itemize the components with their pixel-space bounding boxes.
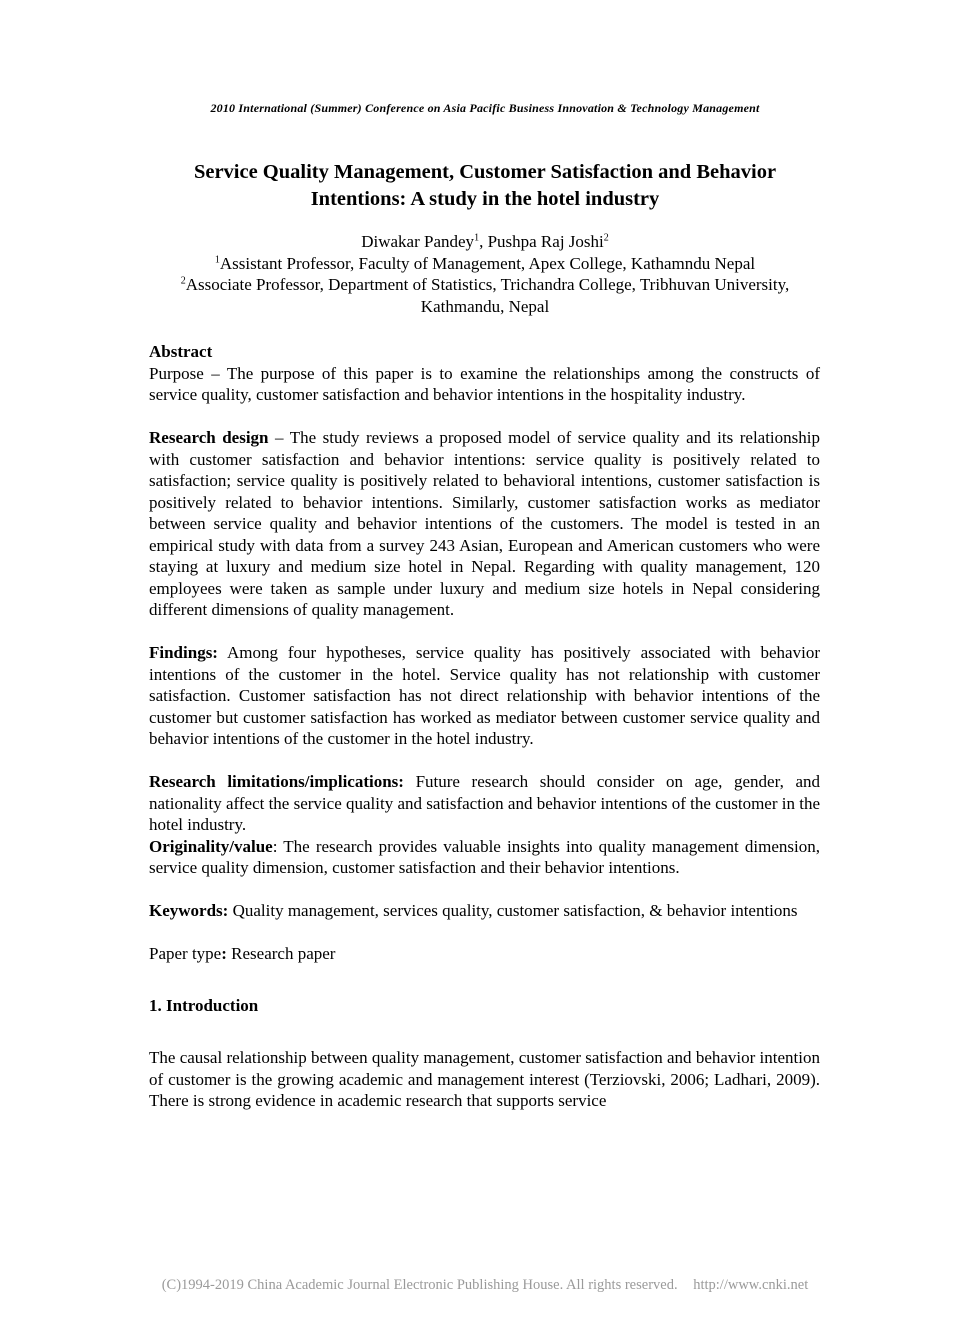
author-2-sup: 2 — [603, 232, 609, 244]
author-line — [110, 231, 860, 253]
section-heading-introduction: 1. Introduction — [149, 996, 259, 1015]
paper-type: Paper type: Research paper — [149, 944, 336, 963]
abstract-purpose: Purpose – The purpose of this paper is to examine the relationships among the constructs of service quality, customer satisfaction and behavior intentions in the hospitality industry. — [149, 363, 820, 404]
paper-title — [120, 159, 850, 213]
affiliation-2: $^2$Associate Professor, Department of Statistics, Trichandra College, Tribhuvan University, — [180, 275, 790, 294]
page-footer — [0, 1277, 970, 1294]
keywords: Keywords: Quality management, services quality, customer satisfaction, & behavior intentions — [149, 901, 798, 920]
affiliation-2-cont: Kathmandu, Nepal — [420, 296, 550, 316]
affiliation-1: $^1$Assistant Professor, Faculty of Management, Apex College, Kathamndu Nepal — [214, 253, 756, 273]
introduction-paragraph: The causal relationship between quality management, customer satisfaction and behavior intention of customer is the growing academic and management interest (Terziovski, 2006; Ladhari, 2009). There is strong evidence in academic research that supports service — [149, 1048, 820, 1110]
author-1-sup: 1 — [474, 232, 480, 244]
abstract-heading: Abstract — [149, 342, 213, 361]
abstract-findings: Findings: Among four hypotheses, service quality has positively associated with behavior intentions of the customer in the hotel. Service quality has not relationship with customer satisfaction. Customer satisfaction has not direct relationship with behavior intentions of the customer but customer satisfaction has worked as mediator between customer service quality and behavior intentions of the customer in the hotel industry. — [149, 643, 820, 748]
footer-copyright: (C)1994-2019 China Academic Journal Electronic Publishing House. All rights reserved. — [161, 1277, 678, 1293]
conference-header: 2010 International (Summer) Conference on Asia Pacific Business Innovation & Technology Management — [210, 101, 760, 115]
author-separator: , — [479, 232, 488, 251]
title-line-1: Service Quality Management, Customer Satisfaction and Behavior — [193, 161, 777, 183]
abstract-originality: Originality/value: The research provides valuable insights into quality management dimension, service quality dimension, customer satisfaction and their behavior intentions. — [149, 836, 820, 877]
author-2: Pushpa Raj Joshi — [487, 232, 604, 251]
author-block — [110, 231, 860, 317]
footer-url: http://www.cnki.net — [693, 1277, 809, 1293]
title-line-2: Intentions: A study in the hotel industry — [310, 188, 660, 210]
paper-body — [149, 341, 820, 1112]
abstract-limitations: Research limitations/implications: Future research should consider on age, gender, and nationality affect the service quality and satisfaction and behavior intentions of the customer in the hotel industry. — [149, 772, 820, 834]
author-1: Diwakar Pandey — [361, 232, 475, 251]
abstract-research-design: Research design – The study reviews a proposed model of service quality and its relationship with customer satisfaction and behavior intentions: service quality is positively related to satisfaction; service quality is positively related to behavioral intentions, customer satisfaction is positively related to behavior intentions. Similarly, customer satisfaction works as mediator between service quality and behavior intentions of the customers. The model is tested in an empirical study with data from a survey 243 Asian, European and American customers who were staying at luxury and medium size hotel in Nepal. Regarding with quality management, 120 employees were taken as sample under luxury and medium size hotels in Nepal considering different dimensions of quality management. — [149, 428, 820, 619]
